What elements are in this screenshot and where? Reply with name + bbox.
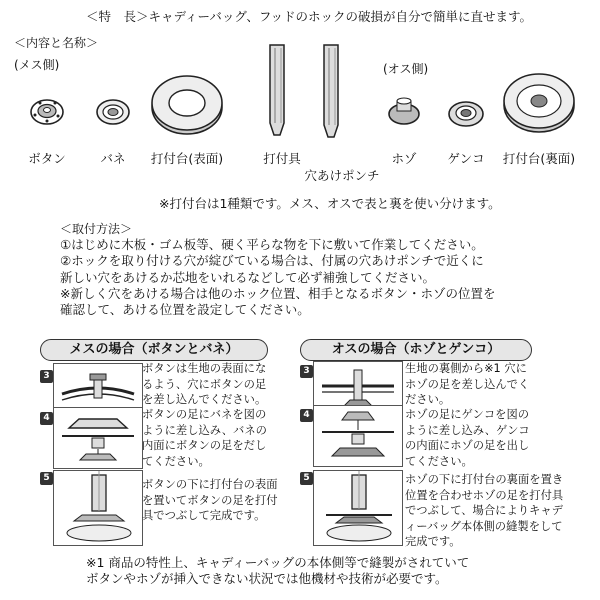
step-number: 4: [40, 412, 53, 425]
step-number: 3: [40, 370, 53, 383]
setter-label: 打付具: [263, 151, 301, 166]
male-side-label: (オス側): [383, 62, 429, 76]
step-line: てください。: [405, 454, 473, 468]
socket-part: [449, 102, 483, 126]
button-part: [31, 100, 63, 124]
male-case-title: オスの場合（ホゾとゲンコ）: [300, 339, 532, 361]
step-line: 完成です。: [405, 535, 461, 548]
feature-line: ＜特 長＞キャディーバッグ、フッドのホックの破損が自分で簡単に直せます。: [86, 9, 533, 24]
spring-label: バネ: [100, 151, 126, 166]
step-number: 3: [300, 365, 313, 378]
footnote: [86, 555, 469, 588]
method-heading: ＜取付方法＞: [60, 222, 133, 236]
step-line: の内面にホゾの足を出し: [405, 439, 530, 452]
method-line: ※新しく穴をあける場合は他のホック位置、相手となるボタン・ホゾの位置を: [60, 285, 496, 301]
step-line: 位置を合わせホゾの足を打付具: [405, 488, 564, 502]
footnote-line: ※1 商品の特性上、キャディーバッグの本体側等で縫製がされていて: [86, 555, 470, 570]
step-number: 5: [40, 472, 53, 485]
step-line: 内面にボタンの足をだし: [142, 439, 267, 452]
step-line: ように差し込み、バネの: [142, 423, 267, 437]
male-step-5-text: [405, 472, 563, 550]
step-number: 4: [300, 409, 313, 422]
female-step-3-text: [142, 361, 266, 408]
female-step-5-text: [142, 477, 278, 524]
step-line: るよう、穴にボタンの足: [142, 377, 267, 391]
stud-part: [389, 98, 419, 124]
anvil-note: ※打付台は1種類です。メス、オスで表と裏を使い分けます。: [159, 196, 501, 211]
step-line: ィーバッグ本体側の縫製をして: [405, 519, 563, 533]
method-line: ①はじめに木板・ゴム板等、硬く平らな物を下に敷いて作業してください。: [60, 237, 484, 252]
female-step-4-text: [142, 407, 267, 469]
step-line: ださい。: [405, 393, 451, 406]
step-illustration: [313, 470, 403, 546]
anvil-front-part: [152, 76, 222, 134]
step-line: てください。: [142, 454, 210, 468]
female-side-label: (メス側): [14, 58, 60, 72]
stud-label: ホゾ: [391, 151, 417, 166]
step-line: を差し込んでください。: [142, 393, 267, 406]
anvil-back-part: [504, 74, 574, 132]
hole-punch-label: 穴あけポンチ: [304, 168, 380, 183]
method-line: ②ホックを取り付ける穴が綻びている場合は、付属の穴あけポンチで近くに: [60, 253, 484, 269]
step-line: 生地の裏側から※1 穴に: [405, 362, 527, 375]
anvil-front-label: 打付台(表面): [150, 151, 224, 166]
anvil-back-label: 打付台(裏面): [502, 151, 576, 166]
spring-part: [97, 100, 129, 124]
setter-tool: [270, 45, 284, 135]
step-line: ボタンの足にバネを図の: [142, 408, 267, 421]
step-illustration: [313, 405, 403, 467]
step-line: ホゾの下に打付台の裏面を置き: [405, 473, 564, 486]
method-text: [60, 237, 495, 318]
method-line: 新しい穴をあけるか芯地をいれるなどして必ず補強してください。: [60, 269, 436, 285]
footnote-line: ボタンやホゾが挿入できない状況では他機材や技術が必要です。: [86, 571, 448, 587]
contents-heading: ＜内容と名称＞: [14, 36, 99, 50]
step-line: ホゾの足を差し込んでく: [405, 377, 530, 391]
step-illustration: [53, 407, 143, 469]
button-label: ボタン: [28, 151, 66, 166]
male-step-4-text: [405, 407, 530, 469]
step-line: でつぶして、場合によりキャデ: [405, 504, 563, 517]
step-illustration: [53, 470, 143, 546]
step-line: ように差し込み、ゲンコ: [405, 423, 530, 437]
step-line: ホゾの足にゲンコを図の: [405, 408, 530, 421]
method-line: 確認して、あける位置を設定してください。: [60, 302, 310, 318]
step-line: ボタンの下に打付台の表面: [142, 478, 278, 491]
socket-label: ゲンコ: [447, 151, 485, 166]
hole-punch-tool: [324, 45, 338, 137]
step-number: 5: [300, 472, 313, 485]
step-line: ボタンは生地の表面にな: [142, 362, 267, 375]
female-case-title: メスの場合（ボタンとバネ）: [40, 339, 268, 361]
step-line: を置いてボタンの足を打付: [142, 493, 278, 507]
step-line: 具でつぶして完成です。: [142, 509, 266, 522]
male-step-3-text: [405, 361, 529, 408]
